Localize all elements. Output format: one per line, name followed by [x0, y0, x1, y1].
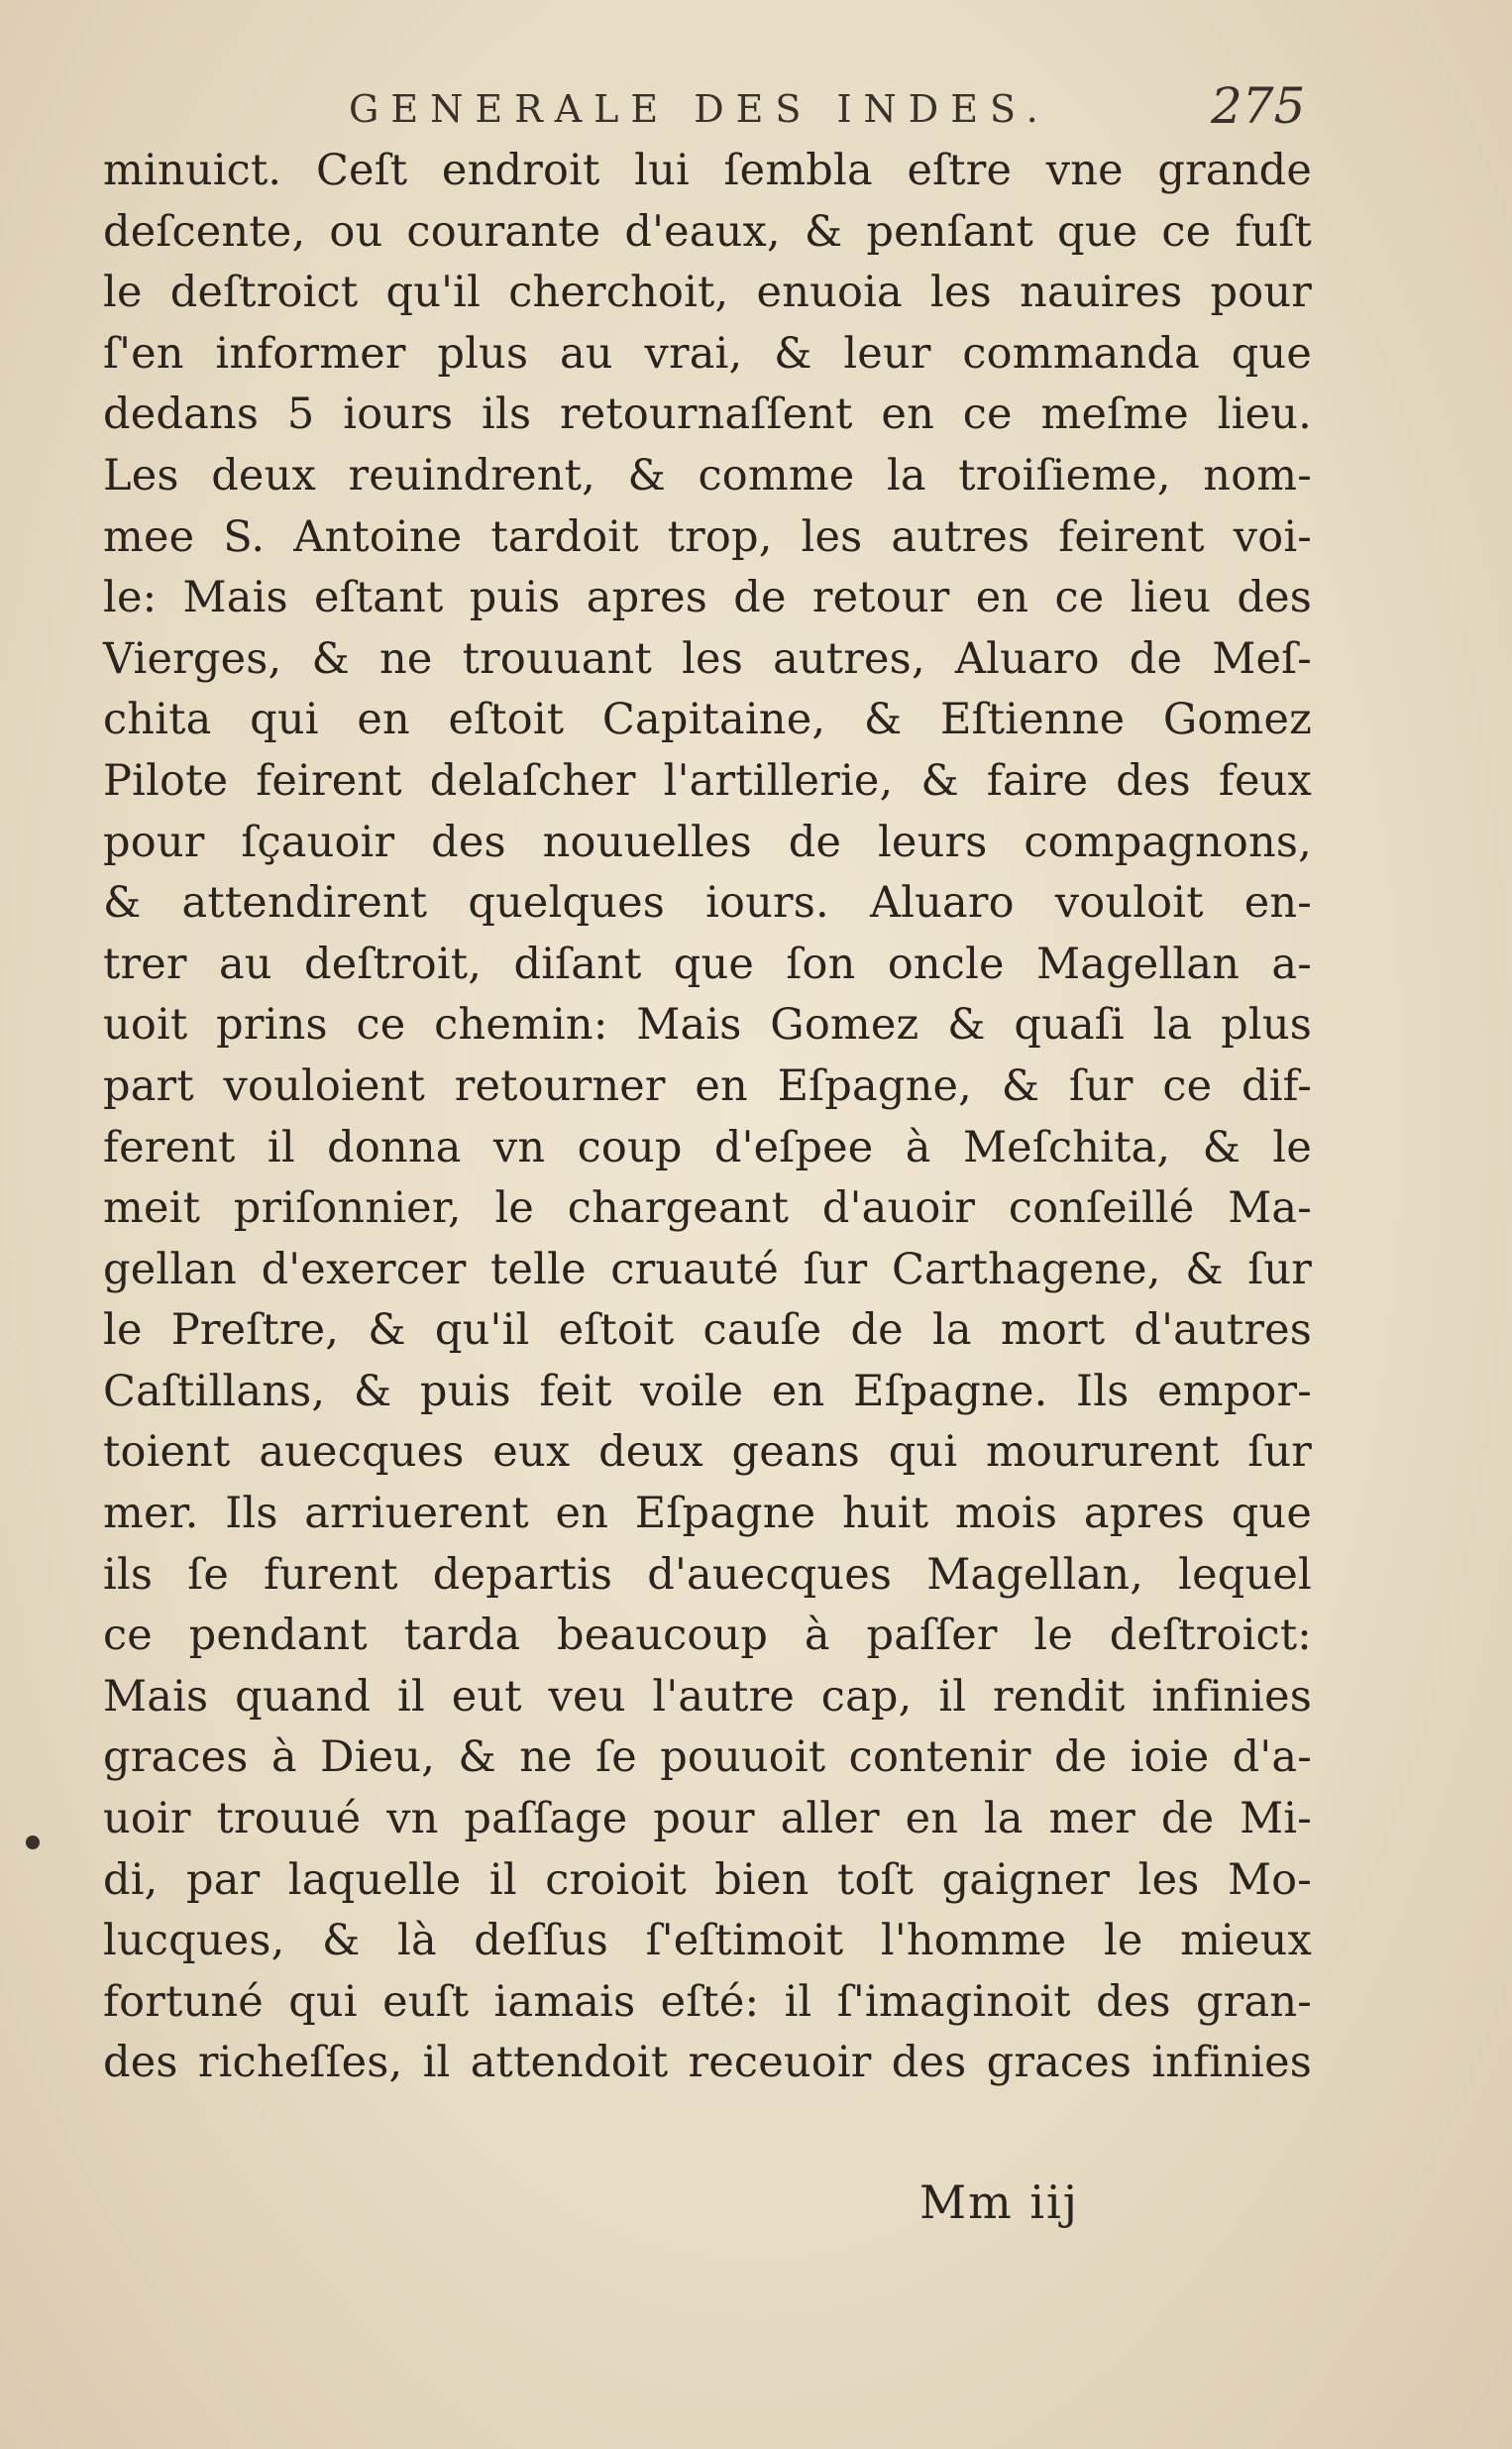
text-line: ſ'en informer plus au vrai, & leur commanda que	[103, 328, 1312, 379]
text-line: Pilote feirent delaſcher l'artillerie, & faire des feux	[103, 755, 1312, 806]
text-line: & attendirent quelques iours. Aluaro vouloit en-	[103, 878, 1312, 929]
text-line: lucques, & là deſſus ſ'eſtimoit l'homme le mieux	[103, 1916, 1312, 1966]
text-line: uoit prins ce chemin: Mais Gomez & quaſi la plus	[103, 1000, 1312, 1051]
text-line: des richeſſes, il attendoit receuoir des graces infinies	[103, 2038, 1312, 2088]
text-line: fortuné qui euſt iamais eſté: il ſ'imaginoit des gran-	[103, 1976, 1312, 2027]
text-line: Les deux reuindrent, & comme la troiſieme, nom-	[103, 450, 1312, 501]
text-line: gellan d'exercer telle cruauté ſur Carthagene, & ſur	[103, 1244, 1312, 1294]
text-line: pour ſçauoir des nouuelles de leurs compagnons,	[103, 817, 1312, 867]
text-line: di, par laquelle il croioit bien toſt gaigner les Mo-	[103, 1854, 1312, 1905]
page-number: 275	[1211, 77, 1306, 135]
text-line: le: Mais eſtant puis apres de retour en ce lieu des	[103, 573, 1312, 623]
text-line: Caſtillans, & puis feit voile en Eſpagne. Ils empor-	[103, 1366, 1312, 1416]
text-line: Mais quand il eut veu l'autre cap, il rendit infinies	[103, 1671, 1312, 1722]
running-head: GENERALE DES INDES.	[349, 87, 1050, 131]
text-line: le deſtroict qu'il cherchoit, enuoia les nauires pour	[103, 268, 1312, 318]
text-line: mee S. Antoine tardoit trop, les autres feirent voi-	[103, 511, 1312, 562]
text-line: minuict. Ceſt endroit lui ſembla eſtre vne grande	[103, 146, 1312, 195]
text-line: le Preſtre, & qu'il eſtoit cauſe de la mort d'autres	[103, 1305, 1312, 1356]
body-text	[103, 141, 1312, 2094]
text-line: chita qui en eſtoit Capitaine, & Eſtienne Gomez	[103, 695, 1312, 745]
text-line: toient auecques eux deux geans qui moururent ſur	[103, 1427, 1312, 1478]
text-line: graces à Dieu, & ne ſe pouuoit contenir de ioie d'a-	[103, 1732, 1312, 1783]
text-line: ferent il donna vn coup d'eſpee à Meſchita, & le	[103, 1122, 1312, 1172]
text-line: dedans 5 iours ils retournaſſent en ce meſme lieu.	[103, 390, 1312, 440]
text-line: deſcente, ou courante d'eaux, & penſant que ce fuſt	[103, 206, 1312, 257]
text-line: trer au deſtroit, diſant que ſon oncle Magellan a-	[103, 939, 1312, 989]
text-line: part vouloient retourner en Eſpagne, & ſur ce dif-	[103, 1060, 1312, 1111]
text-line: meit priſonnier, le chargeant d'auoir conſeillé Ma-	[103, 1183, 1312, 1234]
text-line: uoir trouué vn paſſage pour aller en la mer de Mi-	[103, 1794, 1312, 1844]
text-line: mer. Ils arriuerent en Eſpagne huit mois apres que	[103, 1489, 1312, 1539]
margin-ink-mark	[26, 1836, 40, 1849]
text-line: ils ſe furent departis d'auecques Magellan, lequel	[103, 1549, 1312, 1600]
signature-mark: Mm iij	[919, 2175, 1080, 2229]
text-line: Vierges, & ne trouuant les autres, Aluaro de Meſ-	[103, 633, 1312, 684]
text-line: ce pendant tarda beaucoup à paſſer le deſtroict:	[103, 1611, 1312, 1661]
